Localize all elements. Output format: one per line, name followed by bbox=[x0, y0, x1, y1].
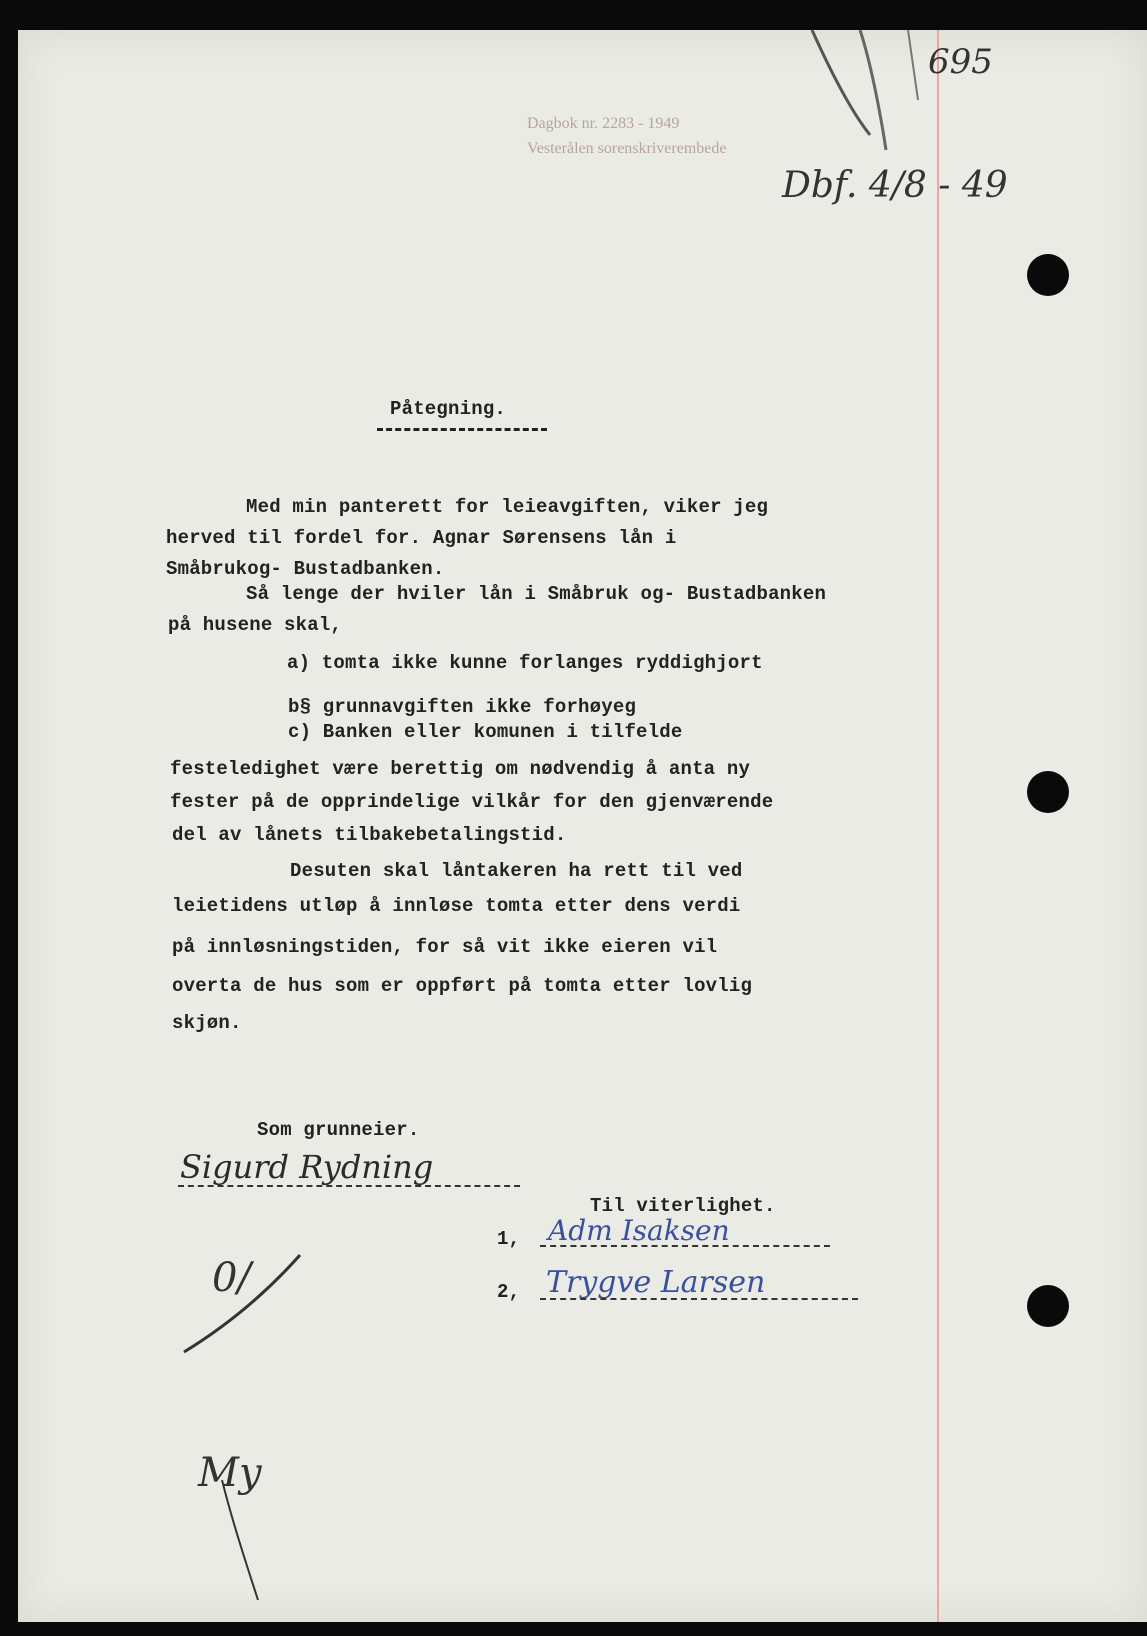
registration-note: Dbf. 4/8 - 49 bbox=[782, 165, 1008, 206]
journal-stamp-line-1: Dagbok nr. 2283 - 1949 bbox=[527, 115, 680, 132]
list-item-c: c) Banken eller komunen i tilfelde bbox=[288, 721, 683, 743]
witness-signature-2: Trygve Larsen bbox=[546, 1265, 766, 1300]
body-line: Desuten skal låntakeren ha rett til ved bbox=[290, 860, 743, 882]
body-line: på innløsningstiden, for så vit ikke eieren vil bbox=[172, 936, 718, 958]
body-line: på husene skal, bbox=[168, 614, 343, 636]
body-line: skjøn. bbox=[172, 1012, 242, 1034]
list-item-b: b§ grunnavgiften ikke forhøyeg bbox=[288, 696, 637, 718]
margin-mark: 0/ bbox=[212, 1255, 251, 1301]
witness-signature-1: Adm Isaksen bbox=[548, 1214, 730, 1247]
owner-signature: Sigurd Rydning bbox=[180, 1148, 434, 1186]
body-line: Småbrukog- Bustadbanken. bbox=[166, 558, 445, 580]
body-line: herved til fordel for. Agnar Sørensens lån i bbox=[166, 527, 677, 549]
list-item-a: a) tomta ikke kunne forlanges ryddighjort bbox=[287, 652, 763, 674]
body-line: festeledighet være berettig om nødvendig å anta ny bbox=[170, 758, 751, 780]
witness-number-1: 1, bbox=[497, 1228, 521, 1250]
initials: My bbox=[198, 1450, 262, 1496]
witness-label: Til viterlighet. bbox=[590, 1195, 776, 1217]
body-line: fester på de opprindelige vilkår for den gjenværende bbox=[170, 791, 774, 813]
body-line: Med min panterett for leieavgiften, viker jeg bbox=[246, 496, 769, 518]
page-number: 695 bbox=[928, 42, 993, 82]
owner-label: Som grunneier. bbox=[257, 1119, 420, 1141]
witness-number-2: 2, bbox=[497, 1281, 521, 1303]
body-line: del av lånets tilbakebetalingstid. bbox=[172, 824, 567, 846]
body-line: overta de hus som er oppført på tomta etter lovlig bbox=[172, 975, 753, 997]
document-title: Påtegning. bbox=[390, 398, 507, 420]
body-line: Så lenge der hviler lån i Småbruk og- Bustadbanken bbox=[246, 583, 827, 605]
body-line: leietidens utløp å innløse tomta etter dens verdi bbox=[172, 895, 741, 917]
journal-stamp-line-2: Vesterålen sorenskriverembede bbox=[527, 140, 727, 157]
